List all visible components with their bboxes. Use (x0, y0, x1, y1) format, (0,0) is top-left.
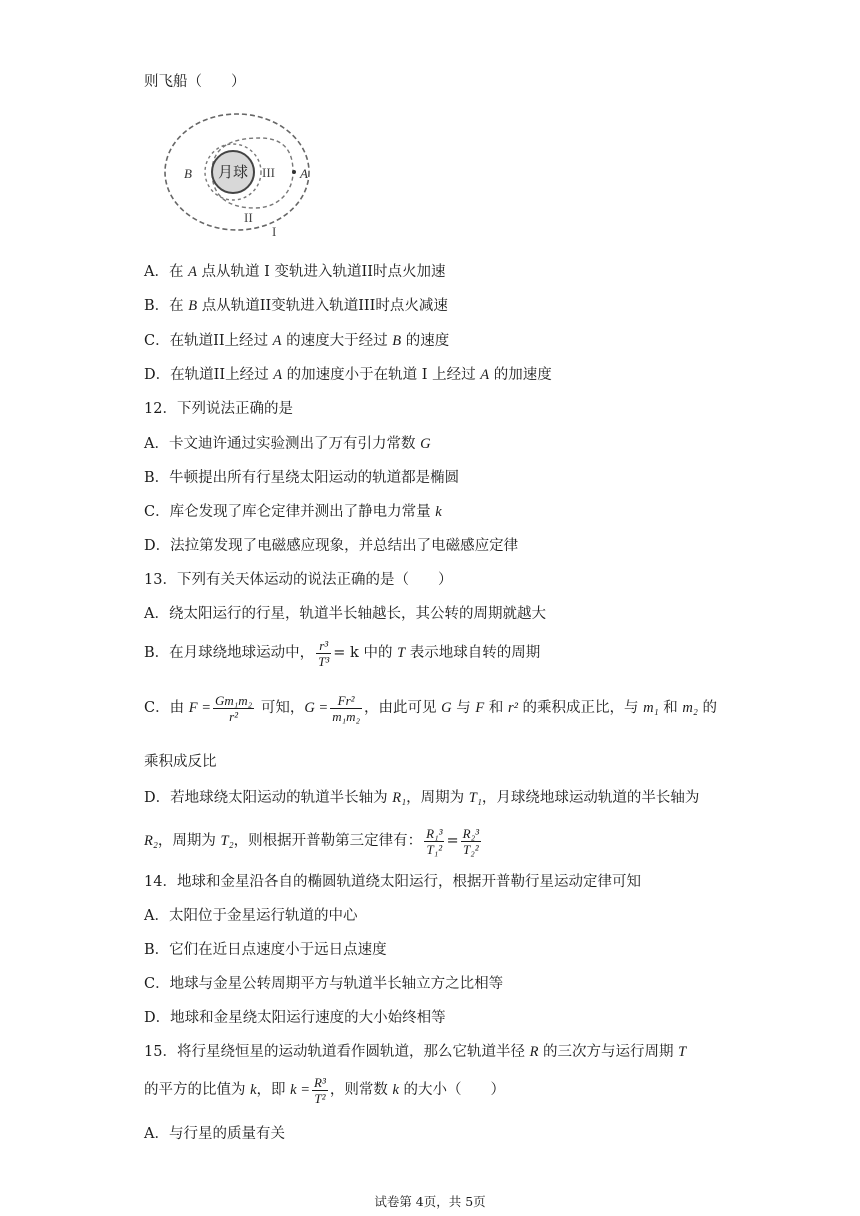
q13-option-a: A．绕太阳运行的行星，轨道半长轴越长，其公转的周期就越大 (144, 606, 546, 622)
q11-option-a: A．在 A 点从轨道 I 变轨进入轨道II时点火加速 (144, 264, 446, 280)
q13-option-b: B．在月球绕地球运动中， $\frac{\text{r³}}{\text{T³}}$ = k 中的 T 表示地球自转的周期 (144, 637, 541, 669)
q14-option-a: A．太阳位于金星运行轨道的中心 (144, 908, 358, 924)
q13-option-c-continued: 乘积成反比 (144, 754, 217, 770)
orbit-iii-label: III (262, 165, 275, 180)
fraction-r1-t1: $\frac{\text{R₁³}}{\text{T₁²}}$ (426, 825, 443, 857)
q12-option-a: A．卡文迪许通过实验测出了万有引力常数 G (144, 436, 431, 452)
q11-option-b: B．在 B 点从轨道II变轨进入轨道III时点火减速 (144, 298, 448, 314)
q14-option-c: C．地球与金星公转周期平方与轨道半长轴立方之比相等 (144, 976, 504, 992)
fraction-r3-t3: $\frac{\text{r³}}{\text{T³}}$ (318, 637, 330, 669)
q14-option-b: B．它们在近日点速度小于远日点速度 (144, 942, 387, 958)
question-stem-continuation: 则飞船（ ） (144, 74, 246, 90)
fraction-gm1m2-r2: $\frac{\text{Gm₁m₂}}{\text{r²}}$ (215, 692, 253, 724)
moon-label: 月球 (217, 163, 249, 181)
q13-option-d-continued: R₂，周期为 T₂，则根据开普勒第三定律有： $\frac{\text{R₁³}}{\text{T₁²}}$ = $\frac{\text{R₂³}}{\text{T₂²}}$ (144, 825, 479, 857)
q11-option-d: D．在轨道II上经过 A 的加速度小于在轨道 I 上经过 A 的加速度 (144, 367, 552, 383)
fraction-r3-t2: $\frac{\text{R³}}{\text{T²}}$ (314, 1074, 326, 1106)
orbit-i-label: I (272, 224, 277, 239)
orbit-ii-label: II (244, 210, 253, 225)
q12-option-b: B．牛顿提出所有行星绕太阳运动的轨道都是椭圆 (144, 470, 460, 486)
q12-stem: 12．下列说法正确的是 (144, 401, 293, 417)
q12-option-c: C．库仑发现了库仑定律并测出了静电力常量 k (144, 504, 442, 520)
q13-stem: 13．下列有关天体运动的说法正确的是（ ） (144, 572, 453, 588)
q12-option-d: D．法拉第发现了电磁感应现象，并总结出了电磁感应定律 (144, 538, 519, 554)
point-b-label: B (184, 166, 192, 181)
point-a-label: A (300, 166, 308, 181)
q14-option-d: D．地球和金星绕太阳运行速度的大小始终相等 (144, 1010, 446, 1026)
q13-option-c: C．由 F = $\frac{\text{Gm₁m₂}}{\text{r²}}$ 可知，G = $\frac{\text{Fr²}}{\text{m₁m₂}}$ ，由此可见 G 与 F 和 r² 的乘积成正比，与 m₁ 和 m₂ 的 (144, 692, 718, 724)
q13-option-d: D．若地球绕太阳运动的轨道半长轴为 R₁，周期为 T₁，月球绕地球运动轨道的半长轴为 (144, 790, 700, 806)
q15-stem-line1: 15．将行星绕恒星的运动轨道看作圆轨道，那么它轨道半径 R 的三次方与运行周期 T (144, 1044, 687, 1060)
q15-option-a: A．与行星的质量有关 (144, 1126, 285, 1142)
q15-stem-line2: 的平方的比值为 k，即 k = $\frac{\text{R³}}{\text{T²}}$ ，则常数 k 的大小（ ） (144, 1074, 506, 1106)
orbit-diagram (160, 108, 320, 248)
q11-option-c: C．在轨道II上经过 A 的速度大于经过 B 的速度 (144, 333, 450, 349)
fraction-r2-t2: $\frac{\text{R₂³}}{\text{T₂²}}$ (462, 825, 479, 857)
page-footer: 试卷第 4页，共 5页 (374, 1194, 486, 1209)
point-a-marker (292, 170, 296, 174)
q14-stem: 14．地球和金星沿各自的椭圆轨道绕太阳运行，根据开普勒行星运动定律可知 (144, 874, 641, 890)
fraction-fr2-m1m2: $\frac{\text{Fr²}}{\text{m₁m₂}}$ (332, 692, 361, 724)
